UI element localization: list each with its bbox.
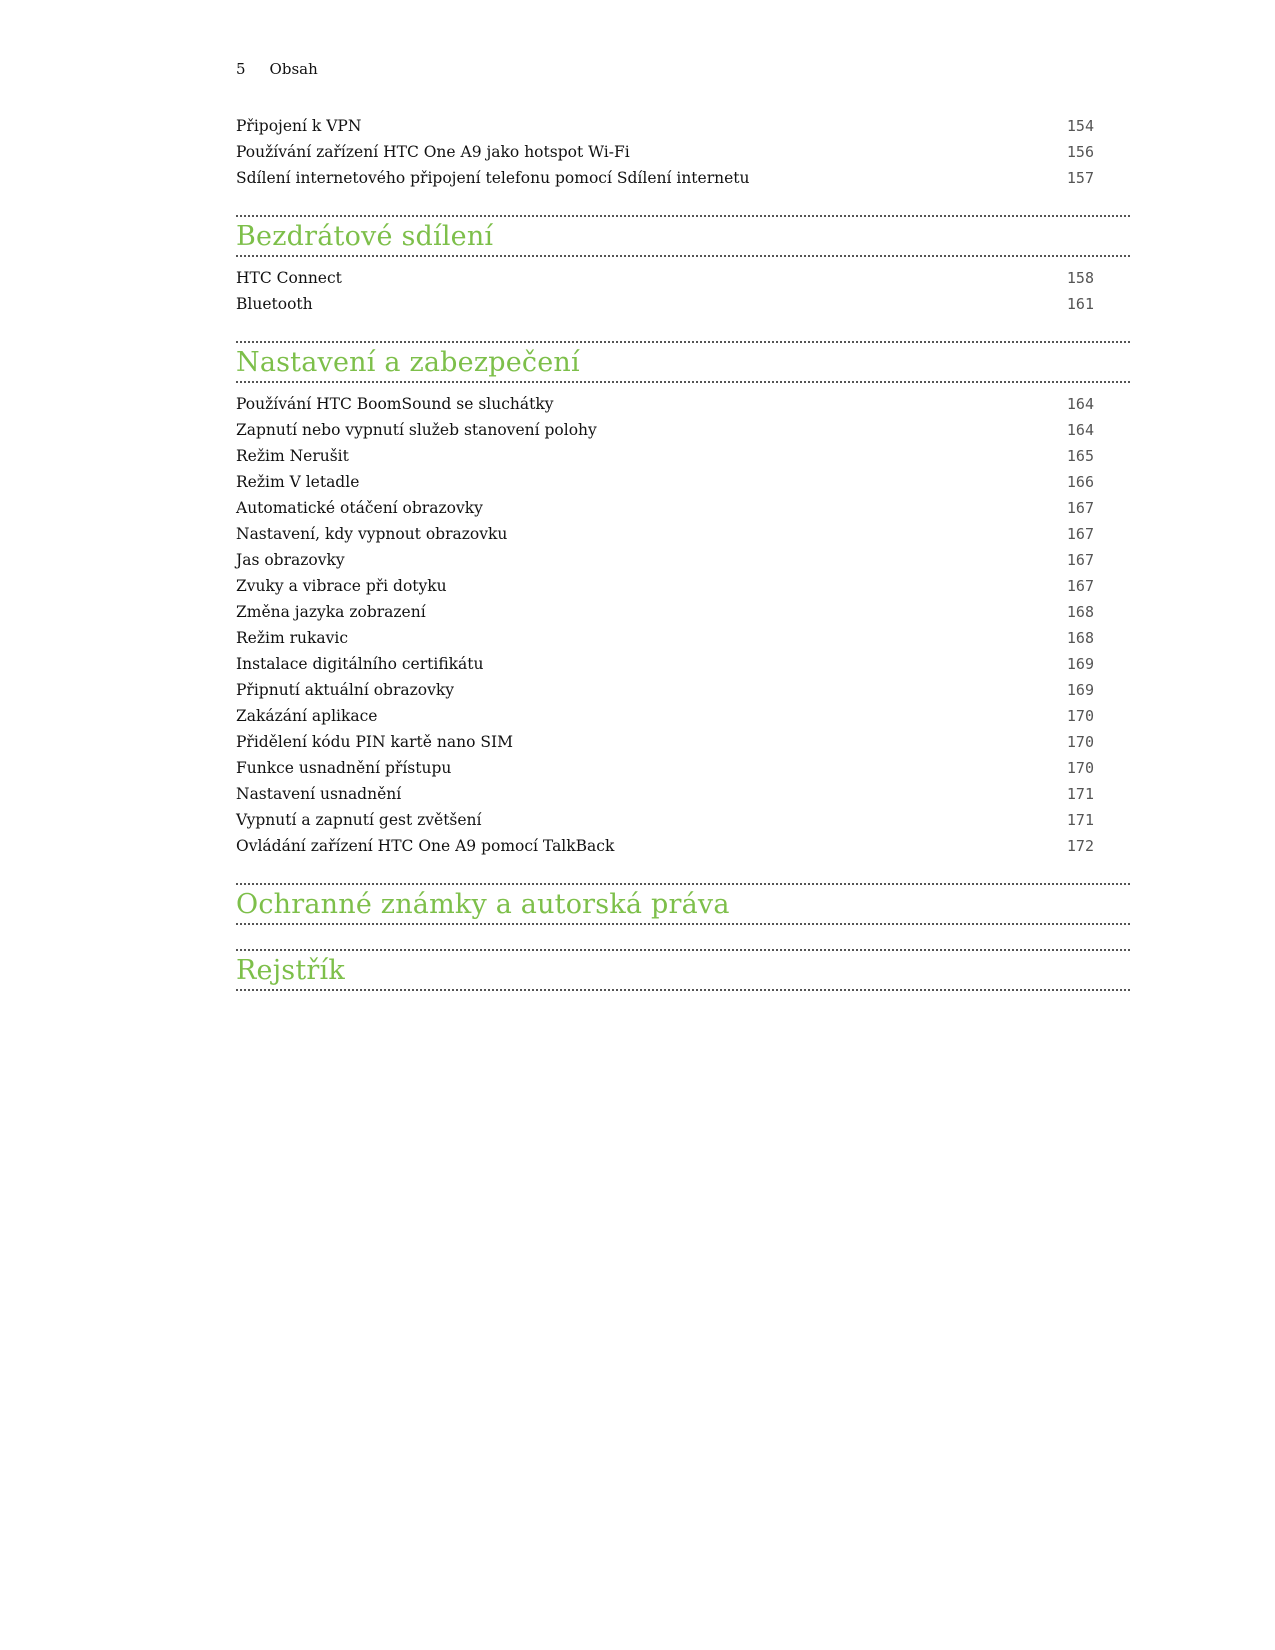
page-header bbox=[236, 60, 318, 78]
toc-entry-page-number: 171 bbox=[1066, 785, 1094, 803]
toc-entry-page-number: 165 bbox=[1066, 447, 1094, 465]
toc-entry-title: Bluetooth bbox=[236, 295, 313, 313]
toc-entry[interactable] bbox=[236, 677, 1130, 703]
toc-section-header[interactable] bbox=[236, 341, 1130, 383]
toc-entry-title: Automatické otáčení obrazovky bbox=[236, 499, 483, 517]
toc-entry[interactable] bbox=[236, 781, 1130, 807]
toc-entry[interactable] bbox=[236, 139, 1130, 165]
toc-entry-page-number: 170 bbox=[1066, 759, 1094, 777]
toc-section-title: Nastavení a zabezpečení bbox=[236, 346, 580, 378]
toc-entry-title: Používání HTC BoomSound se sluchátky bbox=[236, 395, 554, 413]
toc-entry[interactable] bbox=[236, 755, 1130, 781]
toc-entry[interactable] bbox=[236, 391, 1130, 417]
toc-section-title: Ochranné známky a autorská práva bbox=[236, 888, 730, 920]
toc-entry[interactable] bbox=[236, 291, 1130, 317]
toc-entry-title: Režim Nerušit bbox=[236, 447, 349, 465]
toc-entry-page-number: 157 bbox=[1066, 169, 1094, 187]
toc-entry[interactable] bbox=[236, 599, 1130, 625]
toc-entry-title: Nastavení, kdy vypnout obrazovku bbox=[236, 525, 508, 543]
toc-entry-page-number: 167 bbox=[1066, 499, 1094, 517]
toc-entry-title: HTC Connect bbox=[236, 269, 342, 287]
toc-entry[interactable] bbox=[236, 521, 1130, 547]
toc-entry-page-number: 167 bbox=[1066, 525, 1094, 543]
toc-entry-title: Používání zařízení HTC One A9 jako hotspot Wi-Fi bbox=[236, 143, 630, 161]
toc-section-title: Bezdrátové sdílení bbox=[236, 220, 494, 252]
toc-entry-page-number: 170 bbox=[1066, 707, 1094, 725]
toc-section bbox=[236, 949, 1130, 991]
toc-entry-title: Vypnutí a zapnutí gest zvětšení bbox=[236, 811, 482, 829]
toc-entry[interactable] bbox=[236, 807, 1130, 833]
toc-section-header[interactable] bbox=[236, 883, 1130, 925]
toc-entry-title: Změna jazyka zobrazení bbox=[236, 603, 426, 621]
toc-entry[interactable] bbox=[236, 495, 1130, 521]
toc-entry-page-number: 169 bbox=[1066, 681, 1094, 699]
toc-section-title: Rejstřík bbox=[236, 954, 345, 986]
toc-entry-page-number: 161 bbox=[1066, 295, 1094, 313]
toc-entry-title: Přidělení kódu PIN kartě nano SIM bbox=[236, 733, 513, 751]
toc-intro-list bbox=[236, 113, 1130, 191]
toc-entry-page-number: 167 bbox=[1066, 577, 1094, 595]
toc-entry-page-number: 170 bbox=[1066, 733, 1094, 751]
toc-entry-page-number: 169 bbox=[1066, 655, 1094, 673]
toc-entry[interactable] bbox=[236, 417, 1130, 443]
toc-entry-title: Ovládání zařízení HTC One A9 pomocí TalkBack bbox=[236, 837, 615, 855]
table-of-contents bbox=[236, 113, 1130, 991]
toc-section-header[interactable] bbox=[236, 215, 1130, 257]
toc-entry-title: Zvuky a vibrace při dotyku bbox=[236, 577, 447, 595]
toc-entry[interactable] bbox=[236, 651, 1130, 677]
toc-entry-title: Režim rukavic bbox=[236, 629, 349, 647]
toc-entry-title: Připnutí aktuální obrazovky bbox=[236, 681, 455, 699]
toc-entry[interactable] bbox=[236, 573, 1130, 599]
toc-entry[interactable] bbox=[236, 443, 1130, 469]
page-number: 5 bbox=[236, 60, 246, 78]
toc-entry-page-number: 158 bbox=[1066, 269, 1094, 287]
toc-entry[interactable] bbox=[236, 547, 1130, 573]
toc-entry-page-number: 168 bbox=[1066, 603, 1094, 621]
toc-entry-page-number: 156 bbox=[1066, 143, 1094, 161]
toc-entry[interactable] bbox=[236, 265, 1130, 291]
toc-entry[interactable] bbox=[236, 165, 1130, 191]
toc-entry-title: Režim V letadle bbox=[236, 473, 360, 491]
toc-entry-title: Instalace digitálního certifikátu bbox=[236, 655, 484, 673]
toc-entry-page-number: 154 bbox=[1066, 117, 1094, 135]
toc-entry[interactable] bbox=[236, 625, 1130, 651]
toc-entry-page-number: 166 bbox=[1066, 473, 1094, 491]
toc-entry-title: Zakázání aplikace bbox=[236, 707, 378, 725]
toc-entry-page-number: 171 bbox=[1066, 811, 1094, 829]
toc-entry-page-number: 172 bbox=[1066, 837, 1094, 855]
toc-entry-page-number: 164 bbox=[1066, 421, 1094, 439]
toc-section-header[interactable] bbox=[236, 949, 1130, 991]
toc-section bbox=[236, 341, 1130, 859]
toc-entry[interactable] bbox=[236, 469, 1130, 495]
toc-entry-page-number: 167 bbox=[1066, 551, 1094, 569]
toc-entry[interactable] bbox=[236, 703, 1130, 729]
toc-entry-title: Zapnutí nebo vypnutí služeb stanovení polohy bbox=[236, 421, 597, 439]
chapter-title: Obsah bbox=[269, 60, 318, 78]
toc-entry[interactable] bbox=[236, 833, 1130, 859]
toc-entry[interactable] bbox=[236, 729, 1130, 755]
toc-entry-title: Připojení k VPN bbox=[236, 117, 362, 135]
toc-entry-title: Funkce usnadnění přístupu bbox=[236, 759, 452, 777]
toc-entry[interactable] bbox=[236, 113, 1130, 139]
toc-entry-title: Sdílení internetového připojení telefonu pomocí Sdílení internetu bbox=[236, 169, 750, 187]
toc-entry-page-number: 164 bbox=[1066, 395, 1094, 413]
toc-entry-title: Jas obrazovky bbox=[236, 551, 345, 569]
toc-section bbox=[236, 215, 1130, 317]
toc-entry-title: Nastavení usnadnění bbox=[236, 785, 402, 803]
toc-section bbox=[236, 883, 1130, 925]
toc-entry-page-number: 168 bbox=[1066, 629, 1094, 647]
